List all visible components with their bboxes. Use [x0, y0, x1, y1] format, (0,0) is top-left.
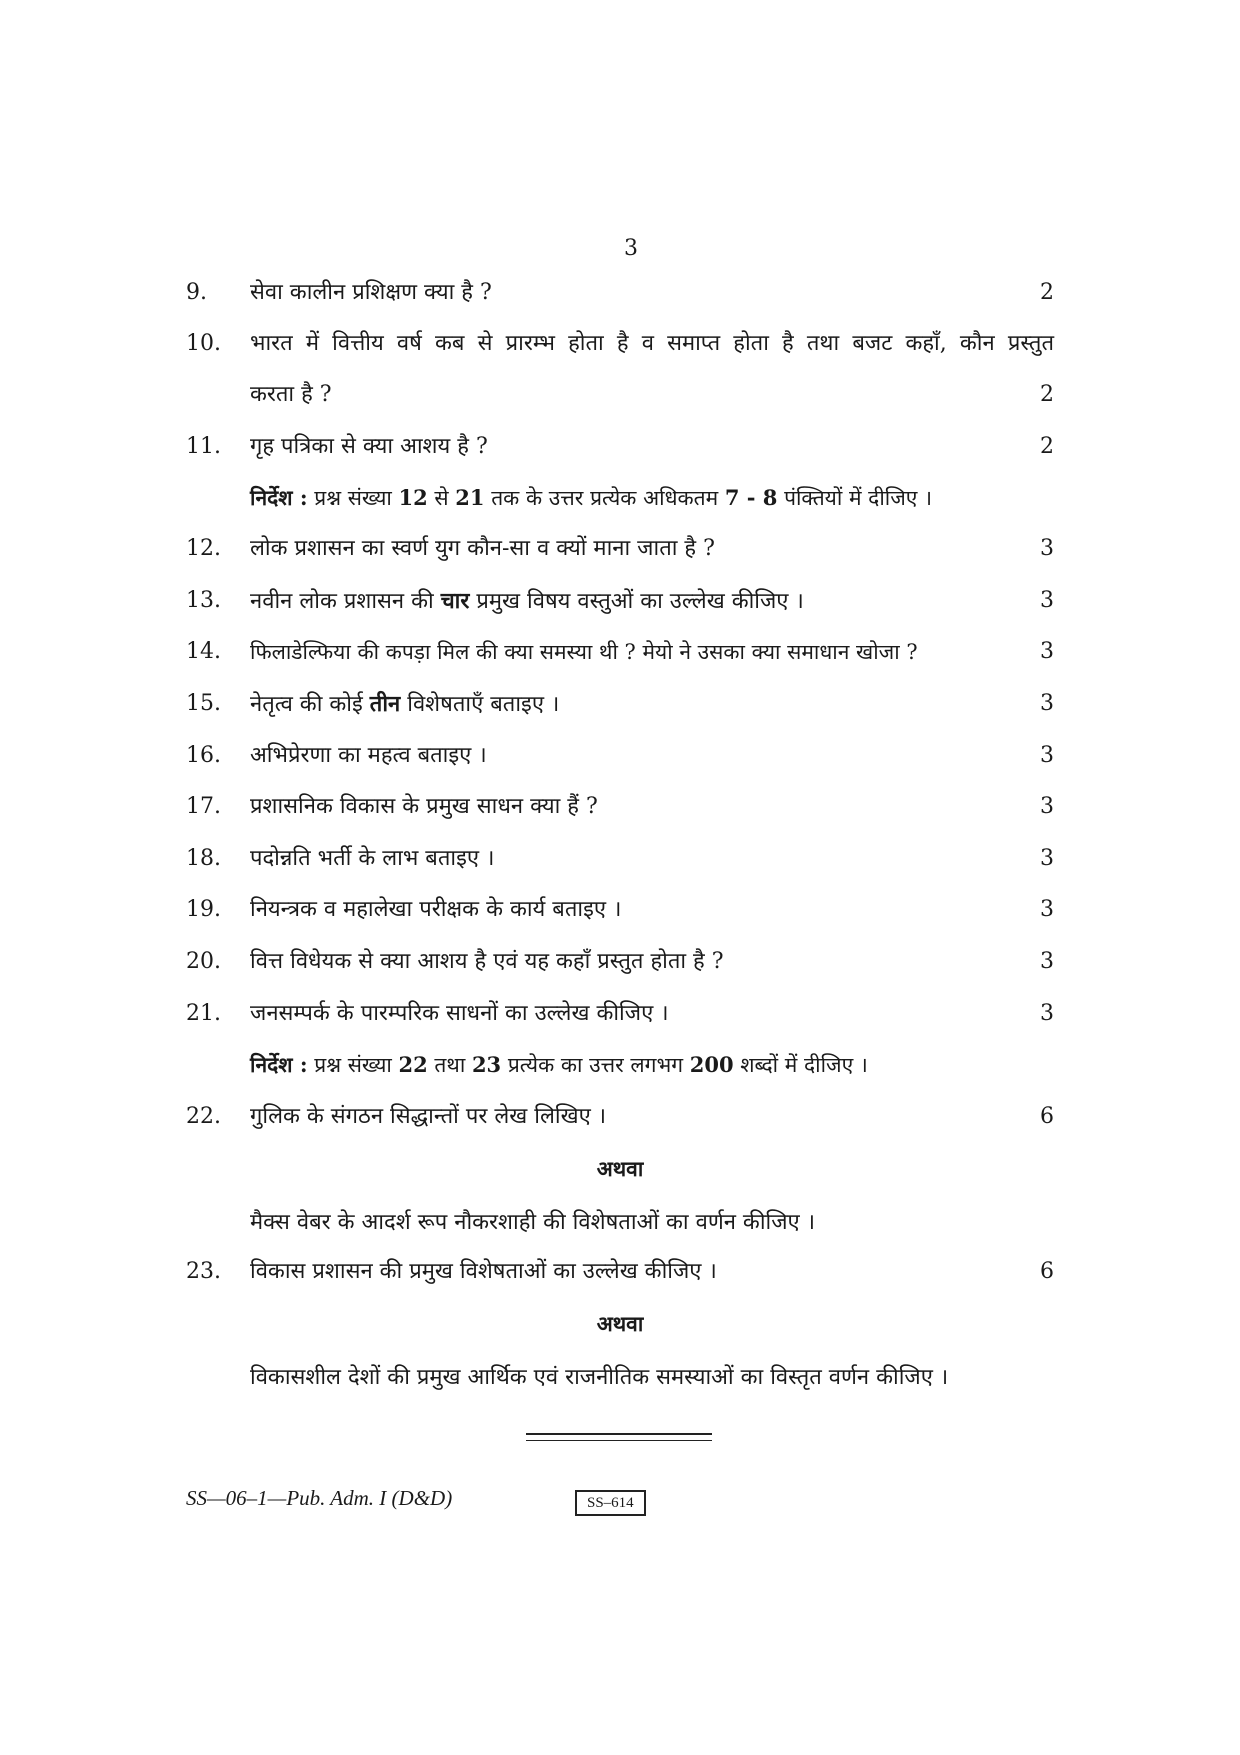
paper-code-box: SS–614 [575, 1490, 646, 1516]
question-text: गृह पत्रिका से क्या आशय है ? [250, 434, 488, 459]
question-text: वित्त विधेयक से क्या आशय है एवं यह कहाँ प्रस्तुत होता है ? [250, 949, 724, 974]
question-marks: 2 [1040, 280, 1054, 305]
page-number: 3 [624, 236, 638, 261]
question-text-line-1: भारत में वित्तीय वर्ष कब से प्रारम्भ होता है व समाप्त होता है तथा बजट कहाँ, कौन प्रस्तुत [250, 331, 1054, 356]
question-text-part: प्रमुख विषय वस्तुओं का उल्लेख कीजिए । [469, 589, 804, 614]
instruction-label: निर्देश : [250, 485, 308, 510]
instruction-number: 22 [398, 1052, 428, 1077]
question-number: 9. [186, 280, 207, 305]
instruction-text: तथा [427, 1053, 472, 1077]
question-marks: 3 [1040, 1001, 1054, 1026]
question-text: लोक प्रशासन का स्वर्ण युग कौन-सा व क्यों माना जाता है ? [250, 536, 715, 561]
end-rule [526, 1433, 712, 1435]
question-text: सेवा कालीन प्रशिक्षण क्या है ? [250, 280, 492, 305]
instruction-number: 12 [398, 485, 428, 510]
question-marks: 2 [1040, 434, 1054, 459]
instruction-number: 23 [471, 1052, 502, 1077]
question-marks: 3 [1040, 794, 1054, 819]
instruction-text: प्रश्न संख्या [307, 486, 399, 510]
question-number: 19. [186, 897, 221, 922]
instruction-number: 7 - 8 [724, 485, 778, 510]
question-number: 14. [186, 639, 221, 664]
question-number: 12. [186, 536, 221, 561]
or-divider: अथवा [596, 1156, 644, 1181]
question-marks: 3 [1040, 536, 1054, 561]
question-marks: 6 [1040, 1259, 1054, 1284]
question-number: 17. [186, 794, 221, 819]
question-marks: 3 [1040, 639, 1054, 664]
question-number: 15. [186, 691, 221, 716]
question-marks: 2 [1040, 382, 1054, 407]
instruction-label: निर्देश : [250, 1052, 308, 1077]
instruction-text: प्रश्न संख्या [307, 1053, 399, 1077]
instruction-text: से [427, 486, 456, 510]
question-text [250, 587, 1020, 616]
instruction-long-answers [250, 1051, 1050, 1079]
question-text: जनसम्पर्क के पारम्परिक साधनों का उल्लेख कीजिए । [250, 1001, 669, 1026]
question-number: 16. [186, 743, 221, 768]
question-number: 22. [186, 1104, 221, 1129]
instruction-text: तक के उत्तर प्रत्येक अधिकतम [484, 486, 725, 510]
instruction-text: प्रत्येक का उत्तर लगभग [501, 1053, 690, 1077]
question-text-part: नवीन लोक प्रशासन की [250, 589, 441, 614]
question-number: 11. [186, 434, 221, 459]
question-text: विकास प्रशासन की प्रमुख विशेषताओं का उल्लेख कीजिए । [250, 1259, 717, 1284]
question-text: गुलिक के संगठन सिद्धान्तों पर लेख लिखिए । [250, 1104, 607, 1129]
question-marks: 6 [1040, 1104, 1054, 1129]
question-text-line-2: करता है ? [250, 382, 332, 407]
question-marks: 3 [1040, 949, 1054, 974]
instruction-text: शब्दों में दीजिए । [733, 1053, 868, 1077]
question-text: अभिप्रेरणा का महत्व बताइए । [250, 743, 487, 768]
question-marks: 3 [1040, 743, 1054, 768]
question-text-part: विशेषताएँ बताइए । [400, 692, 560, 717]
question-text [250, 690, 1020, 719]
paper-code: SS—06–1—Pub. Adm. I (D&D) [186, 1486, 453, 1510]
question-marks: 3 [1040, 588, 1054, 613]
question-text: नियन्त्रक व महालेखा परीक्षक के कार्य बताइए । [250, 897, 622, 922]
question-marks: 3 [1040, 897, 1054, 922]
alternative-question: मैक्स वेबर के आदर्श रूप नौकरशाही की विशेषताओं का वर्णन कीजिए । [250, 1210, 816, 1235]
question-emphasis: तीन [369, 691, 401, 717]
instruction-short-answers [250, 484, 1050, 512]
instruction-number: 21 [455, 485, 485, 510]
question-number: 21. [186, 1001, 221, 1026]
question-text: प्रशासनिक विकास के प्रमुख साधन क्या हैं ? [250, 794, 598, 819]
instruction-number: 200 [689, 1052, 734, 1077]
question-number: 20. [186, 949, 221, 974]
question-text-part: नेतृत्व की कोई [250, 692, 370, 717]
question-number: 13. [186, 588, 221, 613]
end-rule [526, 1440, 712, 1441]
question-number: 10. [186, 331, 221, 356]
question-number: 18. [186, 846, 221, 871]
instruction-text: पंक्तियों में दीजिए । [777, 486, 933, 510]
or-divider: अथवा [596, 1311, 644, 1336]
question-text: पदोन्नति भर्ती के लाभ बताइए । [250, 846, 495, 871]
question-marks: 3 [1040, 846, 1054, 871]
question-text: फिलाडेल्फिया की कपड़ा मिल की क्या समस्या थी ? मेयो ने उसका क्या समाधान खोजा ? [250, 640, 918, 664]
question-emphasis: चार [440, 588, 470, 614]
question-marks: 3 [1040, 691, 1054, 716]
alternative-question: विकासशील देशों की प्रमुख आर्थिक एवं राजनीतिक समस्याओं का विस्तृत वर्णन कीजिए । [250, 1365, 949, 1390]
question-number: 23. [186, 1259, 221, 1284]
